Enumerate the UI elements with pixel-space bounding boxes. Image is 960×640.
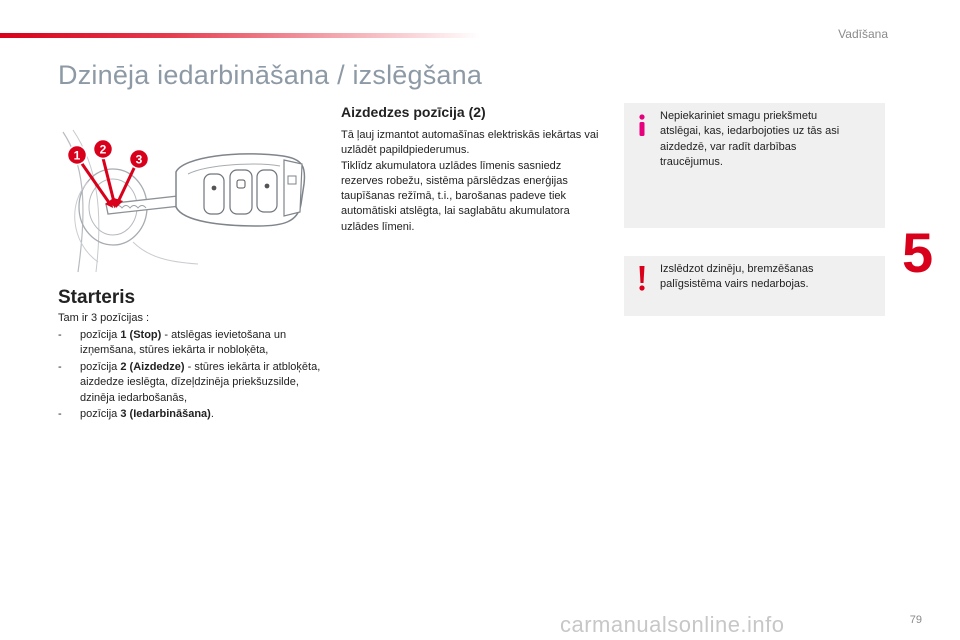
key-positions-diagram [58, 122, 328, 277]
info-notice [624, 103, 885, 228]
list-item: - pozīcija 3 (Iedarbināšana). [58, 408, 214, 420]
list-item: - pozīcija 2 (Aizdedze) - stūres iekārta ir atbloķēta, aizdedze ieslēgta, dīzeļdzinēja priekšuzsilde, dzinēja iedarbošanās, [58, 360, 321, 404]
page-number: 79 [909, 614, 922, 626]
position-marker-2 [94, 140, 113, 159]
svg-text:3: 3 [135, 152, 143, 167]
starter-positions-list [58, 328, 323, 423]
ignition-position-text: Tā ļauj izmantot automašīnas elektriskās iekārtas vai uzlādēt papildpiederumus. Tiklīdz akumulatora uzlādes līmenis sasniedz rezerves robežu, sistēma pārslēdzas enerģijas taupīšanas režīmā, t.i., barošanas padeve tiek automātiski atslēgta, lai saglabātu akumulatora uzlādes līmeni. [341, 129, 599, 233]
starter-intro: Tam ir 3 pozīcijas : [58, 312, 150, 324]
section-label: Vadīšana [838, 27, 888, 41]
ignition-key-illustration [58, 122, 328, 277]
chapter-number: 5 [902, 221, 934, 284]
ignition-position-heading: Aizdedzes pozīcija (2) [341, 104, 486, 120]
info-icon [631, 112, 653, 138]
starter-heading: Starteris [58, 287, 136, 308]
warning-icon [631, 265, 653, 291]
position-marker-1 [68, 146, 87, 165]
info-notice-text: Nepiekariniet smagu priekšmetu atslēgai, kas, iedarbojoties uz tās asi aizdedzē, var radīt darbības traucējumus. [660, 110, 840, 168]
watermark: carmanualsonline.info [560, 612, 785, 637]
warning-notice [624, 256, 885, 316]
svg-text:2: 2 [99, 142, 107, 157]
warning-notice-text: Izslēdzot dzinēju, bremzēšanas palīgsistēma vairs nedarbojas. [660, 263, 814, 291]
svg-text:1: 1 [73, 148, 81, 163]
position-marker-3 [130, 150, 149, 169]
starter-description [58, 311, 323, 424]
list-item: - pozīcija 1 (Stop) - atslēgas ievietošana un izņemšana, stūres iekārta ir nobloķēta, [58, 328, 287, 356]
header-accent-bar [0, 33, 480, 38]
page-title: Dzinēja iedarbināšana / izslēgšana [58, 60, 483, 90]
